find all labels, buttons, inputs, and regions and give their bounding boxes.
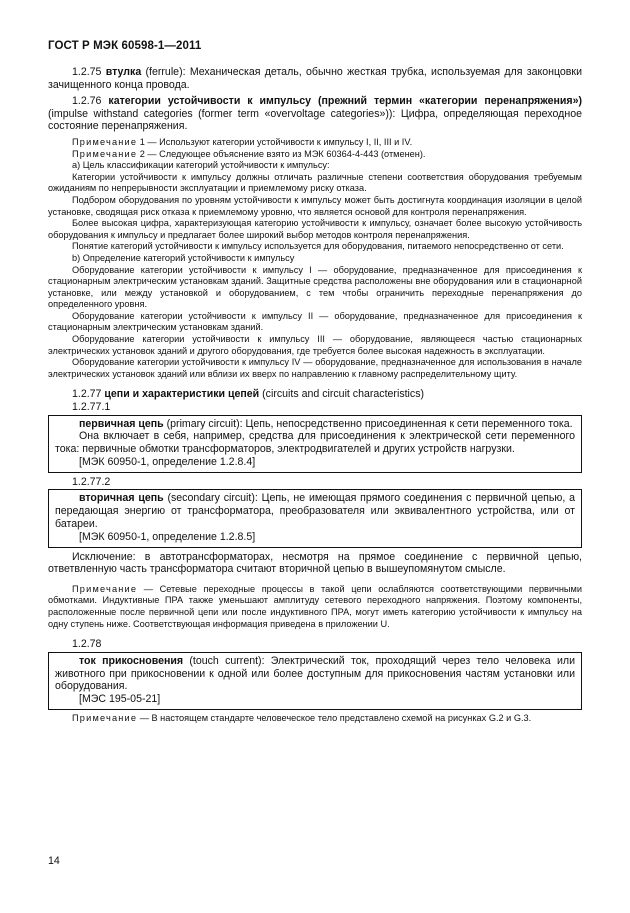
note-text: 1 — Используют категории устойчивости к импульсу I, II, III и IV. (137, 136, 413, 147)
definition-box-touch-current (48, 652, 582, 710)
section-number-1-2-78: 1.2.78 (72, 638, 102, 651)
page-number: 14 (48, 855, 60, 867)
definition-reference: [МЭС 195-05-21] (79, 693, 161, 706)
section-number-1-2-77-2: 1.2.77.2 (72, 475, 111, 488)
document-header: ГОСТ Р МЭК 60598-1—2011 (48, 40, 202, 52)
definition-text (55, 418, 575, 431)
definition-reference: [МЭК 60950-1, определение 1.2.8.4] (79, 456, 256, 469)
note-1-2-77-2 (48, 584, 582, 630)
note-paragraph: Оборудование категории устойчивости к импульсу III — оборудование, являющееся частью стационарных электрических установок зданий и другого оборудования, где требуется более высокая надежность в эксплуатации. (48, 334, 582, 356)
term: цепи и характеристики цепей (104, 388, 260, 401)
exception-paragraph: Исключение: в автотрансформаторах, несмотря на прямое соединение с первичной цепью, ответвленную часть трансформатора считают вторичной цепью в вышеупомянутом смысле. (48, 550, 582, 576)
note-paragraph: Оборудование категории устойчивости к импульсу II — оборудование, предназначенное для присоединения к стационарным электрическим установкам зданий. (48, 310, 582, 333)
note-1-2-76-2 (48, 149, 582, 161)
section-number: 1.2.76 (72, 95, 109, 108)
note-paragraph: Оборудование категории устойчивости к импульсу I — оборудование, предназначенное для присоединения к стационарным электрическим установкам зданий. Защитные средства расположены вне оборудования или в стационарной установке, или между установкой и оборудованием, с тем чтобы ограничить переходные перенапряжения до определенного уровня. (48, 264, 582, 310)
definition: (circuits and circuit characteristics) (259, 388, 425, 401)
note-paragraph: Оборудование категории устойчивости к импульсу IV — оборудование, предназначенное для использования в начале электрических установок зданий или вблизи их вверх по направлению к главному распределительному щиту. (48, 357, 582, 379)
definition: (ferrule): Механическая деталь, обычно жесткая трубка, используемая для законцовки зачищенного конца провода. (48, 66, 582, 91)
note-text: — В настоящем стандарте человеческое тело представлено схемой на рисунках G.2 и G.3. (137, 712, 532, 723)
term: категории устойчивости к импульсу (прежний термин «категории перенапряжения») (108, 95, 583, 108)
note-text: — Сетевые переходные процессы в такой цепи ослабляются соответствующими первичными обмотками. Индуктивные ПРА также уменьшают амплитуду сетевого переходного напряжения. Поэтому компоненты, расположенные после первичной цепи или после индуктивного ПРА, могут иметь категорию устойчивости к импульсу на одну ступень ниже. Соответствующая информация приведена в приложении U. (48, 583, 582, 629)
definition-paragraph: Она включает в себя, например, средства для присоединения к электрической сети переменного тока: первичные обмотки трансформаторов, электродвигателей и других устройств нагрузки. (55, 430, 575, 456)
note-text: 2 — Следующее объяснение взято из МЭК 60364-4-443 (отменен). (137, 148, 426, 159)
definition-box-primary-circuit (48, 415, 582, 473)
note-label: Примечание (72, 136, 138, 147)
document-page (48, 40, 582, 725)
section-1-2-76 (48, 95, 582, 133)
note-paragraph: Понятие категорий устойчивости к импульсу используется для оборудования, питаемого непосредственно от сети. (72, 241, 564, 252)
note-paragraph: a) Цель классификации категорий устойчивости к импульсу: (72, 160, 330, 171)
note-label: Примечание (72, 148, 138, 159)
definition-box-secondary-circuit (48, 489, 582, 547)
section-1-2-77 (48, 388, 582, 401)
note-label: Примечание (72, 712, 138, 723)
definition-text (55, 655, 575, 693)
note-paragraph: Категории устойчивости к импульсу должны отличать различные степени соответствия оборудования требуемым ожиданиям по непрерывности эксплуатации и приемлемому риску отказа. (48, 171, 582, 194)
term: втулка (105, 66, 142, 78)
definition-reference: [МЭК 60950-1, определение 1.2.8.5] (79, 530, 256, 543)
note-1-2-76-1 (48, 137, 582, 149)
definition: (touch current): Электрический ток, проходящий через тело человека или животного при прикосновении к одной или более доступным для прикосновения частям установки или оборудования. (55, 654, 575, 693)
section-number: 1.2.77 (72, 388, 105, 401)
term: первичная цепь (79, 417, 164, 430)
note-1-2-78 (48, 713, 582, 725)
term: ток прикосновения (79, 654, 184, 667)
section-number-1-2-77-1: 1.2.77.1 (72, 401, 111, 414)
section-number: 1.2.75 (72, 66, 106, 78)
term: вторичная цепь (79, 492, 164, 505)
note-label: Примечание (72, 583, 138, 594)
note-paragraph: Более высокая цифра, характеризующая категорию устойчивости к импульсу, означает более высокую устойчивость оборудования к импульсу и предлагает более широкий выбор методов контроля перенапряжения. (48, 218, 582, 240)
definition: (primary circuit): Цепь, непосредственно присоединенная к сети переменного тока. (163, 417, 573, 430)
note-paragraph: Подбором оборудования по уровням устойчивости к импульсу может быть достигнута координация изоляции в целой установке, сводящая риск отказа к приемлемому уровню, что является основой для контроля перенапряжения. (48, 194, 582, 217)
definition: (impulse withstand categories (former term «overvoltage categories»)): Цифра, определяющая переходное состояние перенапряжения. (48, 107, 582, 133)
note-paragraph: b) Определение категорий устойчивости к импульсу (72, 252, 295, 263)
section-1-2-75 (48, 66, 582, 91)
definition-text (55, 492, 575, 530)
definition: (secondary circuit): Цепь, не имеющая прямого соединения с первичной цепью, а передающая энергию от трансформатора, преобразователя или эквивалентного устройства, или от батареи. (55, 492, 575, 530)
